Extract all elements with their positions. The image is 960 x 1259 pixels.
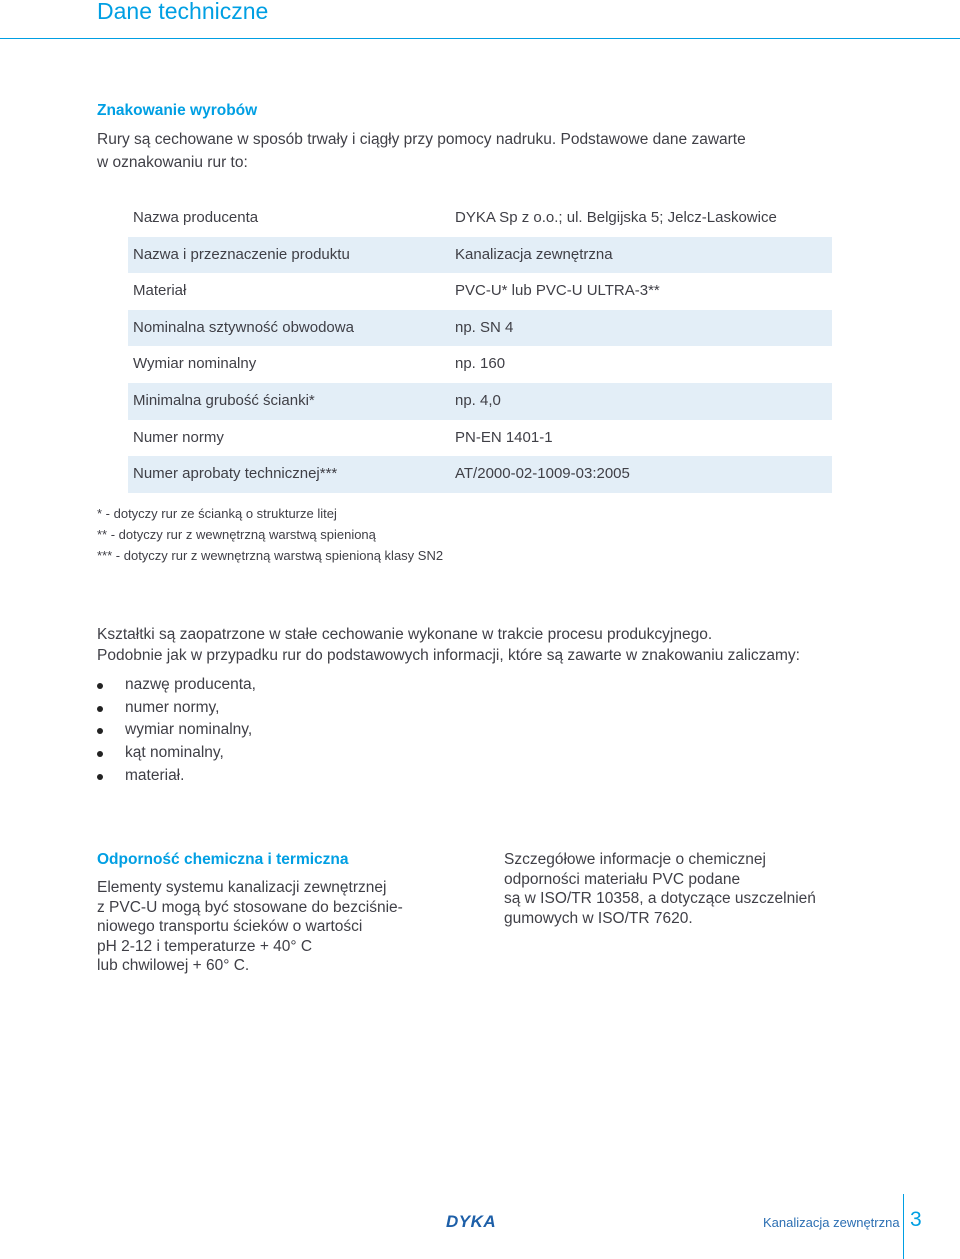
row-value: PVC-U* lub PVC-U ULTRA-3**: [455, 282, 660, 300]
list-item: materiał.: [97, 765, 256, 788]
page-header: [0, 0, 960, 39]
list-item: kąt nominalny,: [97, 742, 256, 765]
fittings-line-1: Kształtki są zaopatrzone w stałe cechowanie wykonane w trakcie procesu produkcyjnego.: [97, 626, 713, 643]
row-label: Numer normy: [133, 428, 224, 446]
resistance-heading: Odporność chemiczna i termiczna: [97, 851, 349, 868]
dyka-logo: [446, 1212, 506, 1230]
table-footnotes: [97, 503, 443, 566]
table-row: [128, 310, 832, 347]
marking-intro-line-2: w oznakowaniu rur to:: [97, 154, 248, 171]
footer-divider: [903, 1194, 904, 1259]
table-row: [128, 420, 832, 457]
bullet-icon: [97, 683, 103, 689]
table-row: [128, 237, 832, 274]
svg-text:DYKA: DYKA: [446, 1212, 497, 1230]
table-row: [128, 346, 832, 383]
row-label: Nazwa i przeznaczenie produktu: [133, 245, 350, 263]
list-item: nazwę producenta,: [97, 674, 256, 697]
fittings-bullet-list: [97, 674, 256, 788]
footnote: * - dotyczy rur ze ścianką o strukturze litej: [97, 506, 337, 521]
bullet-icon: [97, 751, 103, 757]
resistance-left-text: Elementy systemu kanalizacji zewnętrznej z PVC-U mogą być stosowane do bezciśnie- niowego transportu ścieków o wartości pH 2-12 i temperaturze + 40° C lub chwilowej + 60° C.: [97, 879, 403, 974]
row-value: np. SN 4: [455, 318, 514, 336]
footer-section-name: Kanalizacja zewnętrzna: [763, 1215, 900, 1230]
table-row: [128, 200, 832, 237]
row-value: DYKA Sp z o.o.; ul. Belgijska 5; Jelcz-Laskowice: [455, 209, 777, 226]
list-item: wymiar nominalny,: [97, 719, 256, 742]
footnote: ** - dotyczy rur z wewnętrzną warstwą spienioną: [97, 527, 376, 542]
row-label: Minimalna grubość ścianki*: [133, 391, 315, 409]
fittings-line-2: Podobnie jak w przypadku rur do podstawowych informacji, które są zawarte w znakowaniu zaliczamy:: [97, 647, 800, 664]
bullet-icon: [97, 728, 103, 734]
row-value: Kanalizacja zewnętrzna: [455, 245, 613, 263]
row-label: Numer aprobaty technicznej***: [133, 465, 338, 483]
page-title: Dane techniczne: [97, 0, 269, 24]
page-number: 3: [910, 1208, 922, 1231]
row-value: PN-EN 1401-1: [455, 428, 553, 446]
bullet-icon: [97, 706, 103, 712]
table-row: [128, 273, 832, 310]
list-item: numer normy,: [97, 697, 256, 720]
bullet-icon: [97, 774, 103, 780]
resistance-right-text: Szczegółowe informacje o chemicznej odporności materiału PVC podane są w ISO/TR 10358, a dotyczące uszczelnień gumowych w ISO/TR 7620.: [504, 851, 816, 927]
row-value: np. 4,0: [455, 391, 501, 409]
row-value: np. 160: [455, 355, 506, 373]
row-label: Wymiar nominalny: [133, 355, 257, 373]
row-label: Nazwa producenta: [133, 209, 259, 226]
table-row: [128, 383, 832, 420]
row-label: Materiał: [133, 282, 187, 300]
marking-table: [128, 200, 832, 493]
table-row: [128, 456, 832, 493]
row-value: AT/2000-02-1009-03:2005: [455, 465, 630, 483]
marking-intro-line-1: Rury są cechowane w sposób trwały i ciągły przy pomocy nadruku. Podstawowe dane zawarte: [97, 131, 746, 148]
footnote: *** - dotyczy rur z wewnętrzną warstwą spienioną klasy SN2: [97, 548, 444, 563]
marking-heading: Znakowanie wyrobów: [97, 102, 258, 119]
row-label: Nominalna sztywność obwodowa: [133, 318, 354, 336]
